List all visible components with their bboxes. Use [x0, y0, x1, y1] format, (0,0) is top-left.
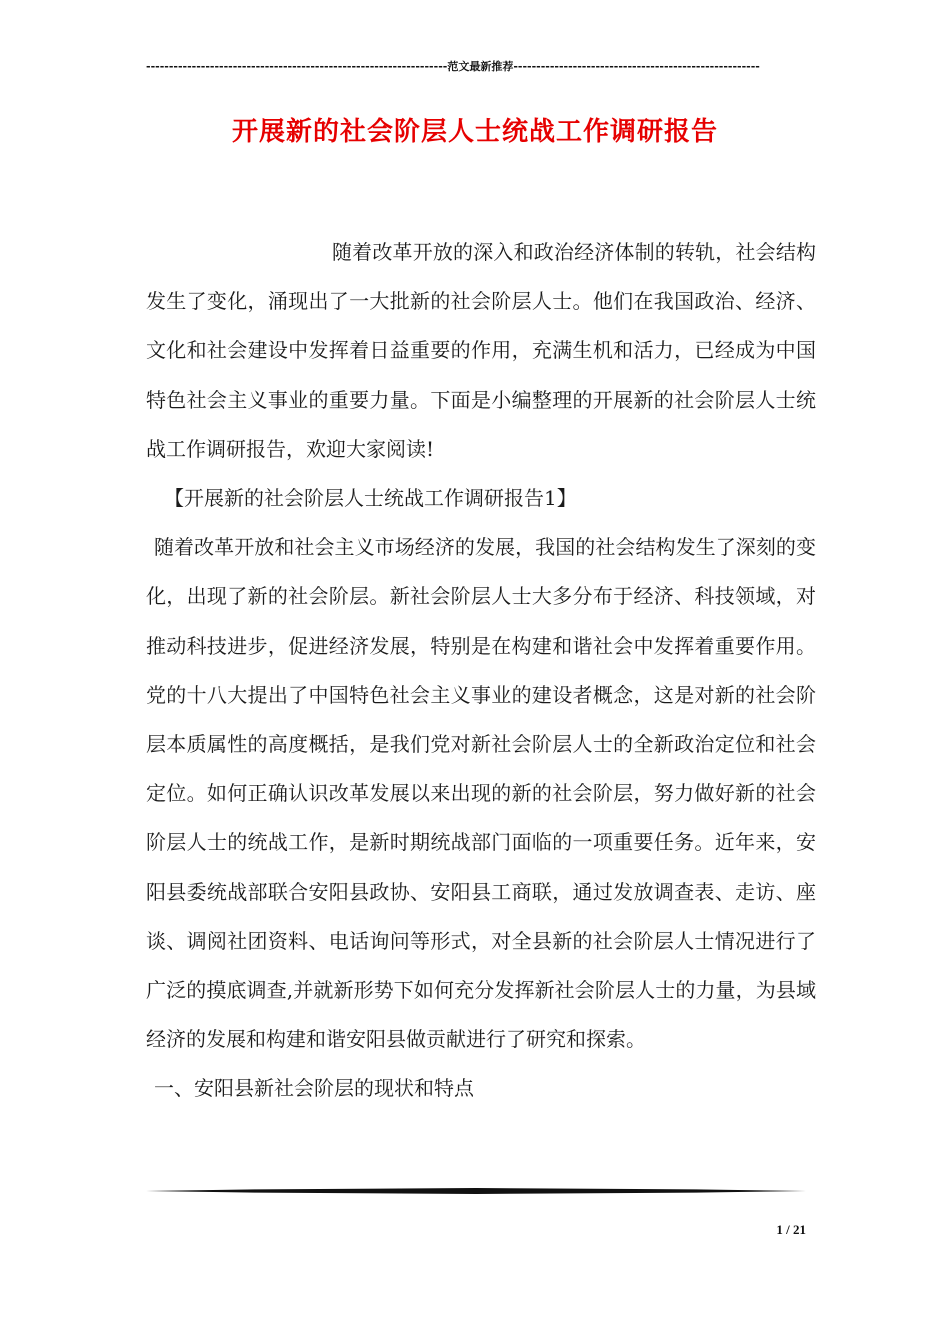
footer-divider	[146, 1188, 806, 1194]
section-subheading: 一、安阳县新社会阶层的现状和特点	[154, 1076, 474, 1101]
report-paragraph: 随着改革开放和社会主义市场经济的发展，我国的社会结构发生了深刻的变化，出现了新的社会阶层。新社会阶层人士大多分布于经济、科技领域，对推动科技进步，促进经济发展，特别是在构建和谐社会中发挥着重要作用。党的十八大提出了中国特色社会主义事业的建设者概念，这是对新的社会阶层本质属性的高度概括，是我们党对新社会阶层人士的全新政治定位和社会定位。如何正确认识改革发展以来出现的新的社会阶层，努力做好新的社会阶层人士的统战工作，是新时期统战部门面临的一项重要任务。近年来，安阳县委统战部联合安阳县政协、安阳县工商联，通过发放调查表、走访、座谈、调阅社团资料、电话询问等形式，对全县新的社会阶层人士情况进行了广泛的摸底调查,并就新形势下如何充分发挥新社会阶层人士的力量，为县域经济的发展和构建和谐安阳县做贡献进行了研究和探索。	[146, 535, 816, 1052]
header-recommendation-line: ------------------------------------------------------------------范文最新推荐------------------------------------------------------	[146, 60, 760, 73]
document-title: 开展新的社会阶层人士统战工作调研报告	[231, 117, 718, 148]
intro-paragraph: 随着改革开放的深入和政治经济体制的转轨，社会结构发生了变化，涌现出了一大批新的社会阶层人士。他们在我国政治、经济、文化和社会建设中发挥着日益重要的作用，充满生机和活力，已经成为中国特色社会主义事业的重要力量。下面是小编整理的开展新的社会阶层人士统战工作调研报告，欢迎大家阅读!	[146, 240, 816, 461]
page-number: 1 / 21	[776, 1222, 806, 1237]
report-heading: 【开展新的社会阶层人士统战工作调研报告1】	[164, 486, 577, 511]
document-body	[146, 228, 816, 1114]
